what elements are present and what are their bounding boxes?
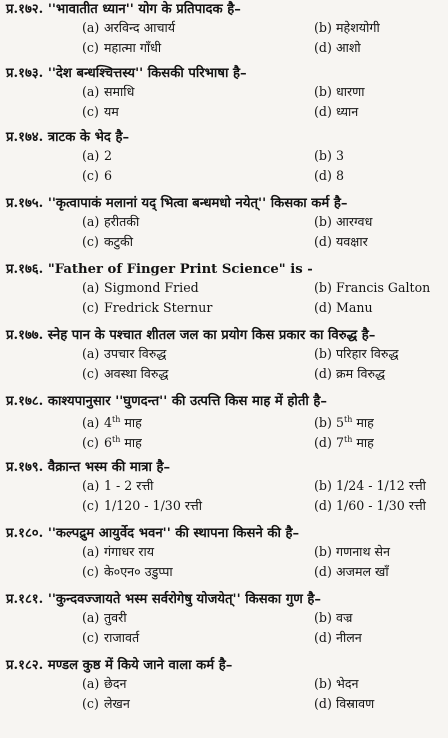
option-item: [82, 630, 139, 646]
question-line: [6, 262, 444, 278]
option-item: [314, 676, 359, 692]
option-text: परिहार विरुद्ध: [336, 346, 399, 361]
question-text: "Father of Finger Print Science" is -: [47, 262, 313, 277]
option-text: महेशयोगी: [336, 20, 380, 35]
question-line: [6, 658, 444, 674]
question-number: प्र.१७३.: [6, 66, 44, 81]
question-block: [6, 658, 444, 712]
option-text: राजावर्त: [104, 630, 140, 645]
option-text: 6: [104, 168, 113, 183]
question-line: [6, 394, 444, 410]
option-label: (d): [314, 300, 332, 315]
option-item: [314, 432, 374, 451]
option-label: (d): [314, 168, 332, 183]
option-item: [314, 564, 389, 580]
option-label: (d): [314, 435, 332, 451]
option-label: (a): [82, 148, 100, 163]
option-item: [314, 544, 390, 560]
option-text: वज्र: [336, 610, 353, 625]
options-grid: [6, 214, 444, 250]
option-label: (c): [82, 234, 99, 249]
option-item: [82, 676, 127, 692]
question-block: [6, 2, 444, 56]
option-label: (d): [314, 630, 332, 645]
option-text: 1/60 - 1/30 रत्ती: [336, 498, 426, 513]
option-item: [314, 148, 344, 164]
question-line: [6, 526, 444, 542]
option-text: यम: [104, 104, 119, 119]
option-text: 3: [336, 148, 345, 163]
option-item: [314, 20, 380, 36]
option-text: समाधि: [104, 84, 135, 99]
question-text: मण्डल कुष्ठ में किये जाने वाला कर्म है–: [47, 658, 233, 673]
option-text: आरग्वध: [336, 214, 373, 229]
options-grid: [6, 20, 444, 56]
options-grid: [6, 280, 444, 316]
option-label: (a): [82, 20, 100, 35]
option-item: [314, 630, 362, 646]
option-label: (c): [82, 498, 99, 513]
option-text: हरीतकी: [104, 214, 140, 229]
option-label: (b): [314, 148, 332, 163]
option-label: (c): [82, 40, 99, 55]
option-label: (b): [314, 415, 332, 431]
option-item: [82, 346, 166, 362]
option-text: 5th माह: [336, 415, 374, 431]
option-text: 7th माह: [336, 435, 374, 451]
option-label: (d): [314, 498, 332, 513]
option-item: [314, 366, 385, 382]
question-number: प्र.१७२.: [6, 2, 44, 17]
question-line: [6, 460, 444, 476]
option-item: [314, 168, 344, 184]
question-number: प्र.१८०.: [6, 526, 44, 541]
option-label: (b): [314, 478, 332, 493]
option-label: (c): [82, 564, 99, 579]
option-text: Sigmond Fried: [104, 280, 199, 295]
question-number: प्र.१७८.: [6, 394, 44, 409]
option-text: विस्रावण: [336, 696, 375, 711]
option-text: यवक्षार: [336, 234, 368, 249]
question-block: [6, 328, 444, 382]
question-line: [6, 196, 444, 212]
option-item: [314, 478, 426, 494]
question-text: ''भावातीत ध्यान'' योग के प्रतिपादक है–: [47, 2, 241, 17]
option-text: भेदन: [336, 676, 359, 691]
option-item: [82, 610, 127, 626]
option-label: (c): [82, 300, 99, 315]
option-item: [82, 432, 142, 451]
option-item: [82, 168, 112, 184]
question-text: ''कुन्दवज्जायते भस्म सर्वरोगेषु योजयेत्'' किसका गुण है–: [47, 592, 321, 607]
options-grid: [6, 478, 444, 514]
option-item: [82, 300, 212, 316]
option-label: (c): [82, 366, 99, 381]
question-text: ''कल्पद्रुम आयुर्वेद भवन'' की स्थापना किसने की है–: [47, 526, 300, 541]
option-text: 8: [336, 168, 345, 183]
question-block: [6, 262, 444, 316]
option-text: के०एन० उडुप्पा: [104, 564, 173, 579]
option-text: अरविन्द आचार्य: [104, 20, 176, 35]
option-label: (a): [82, 346, 100, 361]
option-text: 1/24 - 1/12 रत्ती: [336, 478, 426, 493]
option-label: (a): [82, 676, 100, 691]
option-text: कटुकी: [104, 234, 133, 249]
option-text: अजमल खाँ: [336, 564, 389, 579]
option-text: छेदन: [104, 676, 127, 691]
option-item: [82, 366, 168, 382]
options-grid: [6, 412, 444, 451]
option-label: (c): [82, 104, 99, 119]
option-text: तुवरी: [104, 610, 127, 625]
option-item: [82, 20, 175, 36]
option-label: (c): [82, 630, 99, 645]
options-grid: [6, 84, 444, 120]
options-grid: [6, 544, 444, 580]
option-item: [82, 280, 199, 296]
option-text: महात्मा गाँधी: [104, 40, 162, 55]
option-label: (d): [314, 366, 332, 381]
question-line: [6, 66, 444, 82]
option-item: [314, 84, 365, 100]
option-text: क्रम विरुद्ध: [336, 366, 386, 381]
option-label: (a): [82, 280, 100, 295]
option-label: (b): [314, 280, 332, 295]
option-text: Fredrick Sternur: [104, 300, 213, 315]
question-number: प्र.१७७.: [6, 328, 44, 343]
option-label: (a): [82, 415, 100, 431]
question-number: प्र.१७९.: [6, 460, 44, 475]
option-item: [82, 498, 202, 514]
question-block: [6, 460, 444, 514]
option-text: 1 - 2 रत्ती: [104, 478, 154, 493]
question-number: प्र.१७५.: [6, 196, 44, 211]
question-block: [6, 66, 444, 120]
question-block: [6, 526, 444, 580]
question-line: [6, 130, 444, 146]
option-text: धारणा: [336, 84, 365, 99]
question-text: ''देश बन्धश्चित्तस्य'' किसकी परिभाषा है–: [47, 66, 247, 81]
option-text: लेखन: [104, 696, 130, 711]
option-label: (b): [314, 676, 332, 691]
question-line: [6, 328, 444, 344]
option-item: [314, 300, 373, 316]
option-item: [314, 346, 399, 362]
option-label: (d): [314, 104, 332, 119]
option-text: 1/120 - 1/30 रत्ती: [104, 498, 202, 513]
option-text: अवस्था विरुद्ध: [104, 366, 169, 381]
question-number: प्र.१८१.: [6, 592, 44, 607]
question-number: प्र.१७४.: [6, 130, 44, 145]
question-number: प्र.१८२.: [6, 658, 44, 673]
option-text: उपचार विरुद्ध: [104, 346, 167, 361]
option-text: गंगाधर राय: [104, 544, 155, 559]
option-item: [314, 610, 352, 626]
option-label: (c): [82, 696, 99, 711]
question-block: [6, 130, 444, 184]
option-label: (d): [314, 696, 332, 711]
question-block: [6, 592, 444, 646]
option-item: [82, 234, 133, 250]
option-item: [82, 40, 161, 56]
option-text: गणनाथ सेन: [336, 544, 391, 559]
option-item: [82, 412, 142, 431]
option-item: [82, 148, 112, 164]
option-label: (b): [314, 20, 332, 35]
option-text: Francis Galton: [336, 280, 431, 295]
question-text: वैक्रान्त भस्म की मात्रा है–: [47, 460, 171, 475]
option-item: [314, 498, 426, 514]
option-item: [82, 544, 154, 560]
option-item: [314, 40, 361, 56]
options-grid: [6, 148, 444, 184]
option-item: [314, 104, 358, 120]
question-number: प्र.१७६.: [6, 262, 44, 277]
options-grid: [6, 610, 444, 646]
option-label: (b): [314, 346, 332, 361]
option-item: [82, 696, 130, 712]
option-text: 6th माह: [104, 435, 142, 451]
option-label: (d): [314, 564, 332, 579]
option-text: ध्यान: [336, 104, 359, 119]
options-grid: [6, 676, 444, 712]
option-item: [314, 696, 374, 712]
option-label: (d): [314, 234, 332, 249]
option-item: [314, 412, 374, 431]
option-label: (b): [314, 84, 332, 99]
option-text: आशो: [336, 40, 361, 55]
question-line: [6, 592, 444, 608]
question-text: स्नेह पान के पश्चात शीतल जल का प्रयोग किस प्रकार का विरुद्ध है–: [47, 328, 376, 343]
option-item: [314, 234, 368, 250]
option-text: 2: [104, 148, 113, 163]
option-label: (a): [82, 84, 100, 99]
option-label: (d): [314, 40, 332, 55]
option-item: [82, 564, 173, 580]
option-label: (a): [82, 214, 100, 229]
option-label: (c): [82, 435, 99, 451]
option-label: (a): [82, 610, 100, 625]
option-text: Manu: [336, 300, 373, 315]
option-item: [82, 214, 139, 230]
option-item: [314, 214, 372, 230]
option-item: [314, 280, 430, 296]
question-block: [6, 394, 444, 451]
option-label: (c): [82, 168, 99, 183]
option-label: (b): [314, 544, 332, 559]
option-text: नीलन: [336, 630, 362, 645]
question-text: ''कृत्वापाकं मलानां यद् भित्वा बन्धमधो नयेत्'' किसका कर्म है–: [47, 196, 348, 211]
option-label: (a): [82, 544, 100, 559]
option-label: (b): [314, 214, 332, 229]
question-line: [6, 2, 444, 18]
option-item: [82, 84, 134, 100]
question-text: त्राटक के भेद है–: [47, 130, 130, 145]
question-text: काश्यपानुसार ''घुणदन्त'' की उत्पत्ति किस माह में होती है–: [47, 394, 327, 409]
option-text: 4th माह: [104, 415, 142, 431]
question-block: [6, 196, 444, 250]
options-grid: [6, 346, 444, 382]
option-item: [82, 478, 153, 494]
option-label: (a): [82, 478, 100, 493]
option-item: [82, 104, 119, 120]
option-label: (b): [314, 610, 332, 625]
